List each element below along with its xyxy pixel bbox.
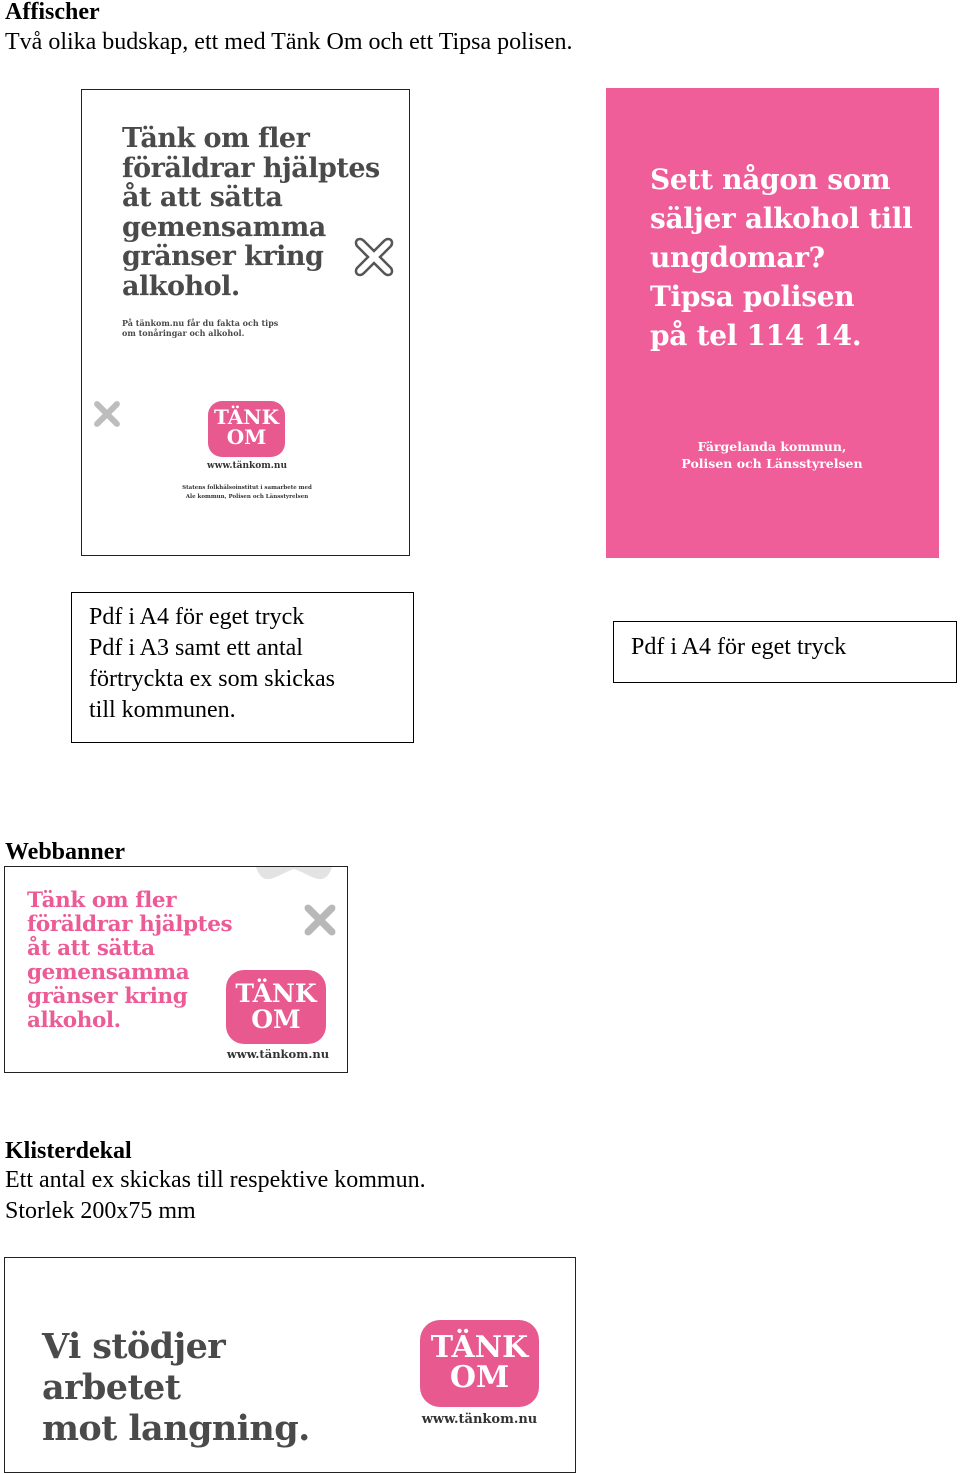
headline-line: mot langning. bbox=[42, 1408, 310, 1449]
description-line: Storlek 200x75 mm bbox=[5, 1198, 196, 1224]
info-line: om tonåringar och alkohol. bbox=[122, 328, 245, 338]
headline-line: ungdomar? bbox=[650, 241, 825, 274]
sticker-url: www.tänkom.nu bbox=[421, 1412, 538, 1427]
sticker bbox=[4, 1257, 576, 1473]
poster-credit bbox=[646, 438, 898, 472]
description-line: förtryckta ex som skickas bbox=[89, 666, 335, 692]
headline-line: gränser kring bbox=[122, 241, 324, 272]
description-line: Pdf i A4 för eget tryck bbox=[89, 604, 305, 630]
headline-line: föräldrar hjälptes bbox=[122, 152, 380, 184]
affischer-description: Två olika budskap, ett med Tänk Om och ett Tipsa polisen. bbox=[5, 29, 573, 55]
poster2-format-description bbox=[613, 621, 957, 683]
credit-line: Statens folkhälsoinstitut i samarbete med bbox=[182, 485, 312, 491]
credit-line: Polisen och Länsstyrelsen bbox=[681, 456, 863, 471]
poster-headline bbox=[650, 160, 920, 355]
sticker-headline bbox=[42, 1326, 372, 1449]
tank-om-logo bbox=[420, 1320, 539, 1407]
web-banner bbox=[4, 866, 348, 1073]
headline-line: åt att sätta bbox=[122, 182, 283, 213]
credit-line: Färgelanda kommun, bbox=[697, 439, 847, 454]
headline-line: säljer alkohol till bbox=[650, 202, 913, 235]
poster-tipsa-polisen bbox=[606, 88, 939, 558]
tank-om-logo bbox=[226, 970, 326, 1044]
section-heading-webbanner: Webbanner bbox=[5, 839, 126, 865]
headline-line: Sett någon som bbox=[650, 163, 891, 196]
description-line: till kommunen. bbox=[89, 697, 236, 723]
headline-line: alkohol. bbox=[122, 270, 240, 302]
banner-headline bbox=[27, 889, 237, 1033]
poster1-format-description bbox=[71, 592, 414, 743]
description-line: Ett antal ex skickas till respektive kommun. bbox=[5, 1167, 426, 1193]
poster-tank-om bbox=[81, 89, 410, 556]
description-line: Pdf i A3 samt ett antal bbox=[89, 635, 303, 661]
headline-line: gemensamma bbox=[27, 960, 190, 985]
headline-line: alkohol. bbox=[27, 1008, 121, 1033]
logo-line: OM bbox=[449, 1360, 510, 1395]
poster-headline bbox=[122, 124, 382, 301]
tank-om-logo bbox=[208, 401, 285, 457]
poster-credit bbox=[172, 484, 322, 502]
description-line: Pdf i A4 för eget tryck bbox=[631, 634, 847, 660]
logo-line: OM bbox=[226, 425, 267, 449]
credit-line: Ale kommun, Polisen och Länsstyrelsen bbox=[185, 494, 309, 500]
info-line: På tänkom.nu får du fakta och tips bbox=[122, 318, 279, 328]
headline-line: gränser kring bbox=[27, 984, 188, 1009]
x-shape-outline-icon bbox=[353, 236, 395, 278]
logo-line: TÄNK bbox=[430, 1330, 529, 1365]
klisterdekal-description bbox=[5, 1165, 426, 1227]
headline-line: på tel 114 14. bbox=[650, 319, 862, 352]
headline-line: gemensamma bbox=[122, 211, 326, 243]
logo-line: TÄNK bbox=[214, 405, 279, 429]
headline-line: Tänk om fler bbox=[122, 123, 310, 154]
headline-line: Vi stödjer arbetet bbox=[42, 1326, 226, 1408]
section-heading-klisterdekal: Klisterdekal bbox=[5, 1138, 132, 1164]
headline-line: Tänk om fler bbox=[27, 888, 177, 913]
logo-line: OM bbox=[251, 1005, 301, 1034]
x-shape-partial-icon bbox=[252, 866, 336, 897]
poster-url: www.tänkom.nu bbox=[207, 461, 287, 471]
headline-line: Tipsa polisen bbox=[650, 280, 855, 313]
headline-line: föräldrar hjälptes bbox=[27, 912, 233, 937]
section-heading-affischer: Affischer bbox=[5, 0, 100, 25]
logo-line: TÄNK bbox=[235, 979, 317, 1008]
headline-line: åt att sätta bbox=[27, 936, 155, 961]
poster-info bbox=[122, 318, 302, 338]
banner-url: www.tänkom.nu bbox=[226, 1047, 330, 1061]
x-shape-icon bbox=[302, 902, 338, 938]
x-shape-icon bbox=[92, 399, 122, 429]
